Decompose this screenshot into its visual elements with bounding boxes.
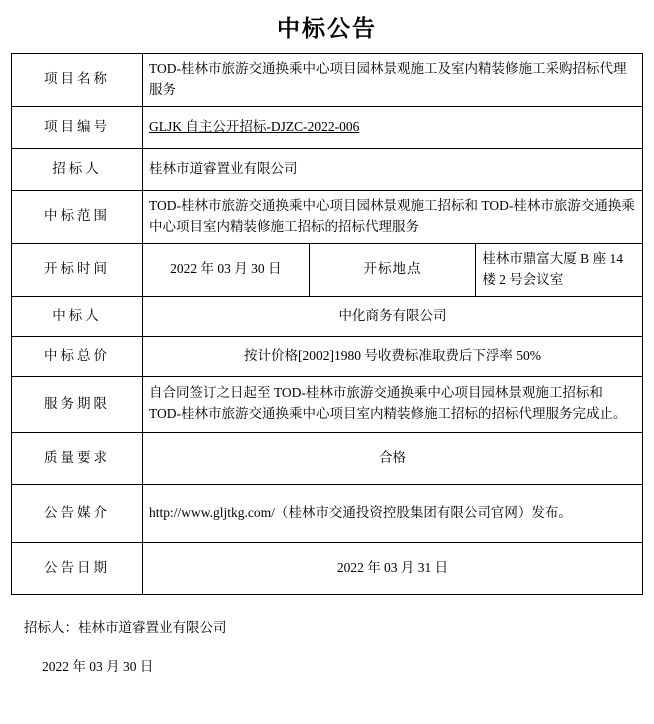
- project-number-text: GLJK 自主公开招标-DJZC-2022-006: [149, 118, 360, 134]
- row-value-bid-open-place: 桂林市鼎富大厦 B 座 14 楼 2 号会议室: [476, 243, 643, 296]
- announcement-table: [11, 53, 643, 595]
- table-row: [12, 148, 643, 190]
- footer-signer: 招标人：桂林市道睿置业有限公司: [24, 619, 227, 635]
- row-value-scope: TOD-桂林市旅游交通换乘中心项目园林景观施工招标和 TOD-桂林市旅游交通换乘中心项目室内精装修施工招标的招标代理服务: [143, 190, 643, 243]
- table-row: [12, 190, 643, 243]
- row-label-media: 公告媒介: [12, 484, 143, 542]
- row-value-project-name: TOD-桂林市旅游交通换乘中心项目园林景观施工及室内精装修施工采购招标代理服务: [143, 54, 643, 107]
- row-label-bid-open-time: 开标时间: [12, 243, 143, 296]
- row-label-total-price: 中标总价: [12, 336, 143, 376]
- footer-date: 2022 年 03 月 30 日: [42, 659, 154, 675]
- row-label-bid-open-place: 开标地点: [309, 243, 476, 296]
- row-label-project-name: 项目名称: [12, 54, 143, 107]
- table-row: [12, 336, 643, 376]
- row-label-service-period: 服务期限: [12, 376, 143, 432]
- row-label-announce-date: 公告日期: [12, 542, 143, 594]
- row-value-announce-date: 2022 年 03 月 31 日: [143, 542, 643, 594]
- page-title: 中标公告: [277, 16, 377, 41]
- row-label-scope: 中标范围: [12, 190, 143, 243]
- row-value-media: http://www.gljtkg.com/（桂林市交通投资控股集团有限公司官网）发布。: [143, 484, 643, 542]
- row-value-total-price: 按计价格[2002]1980 号收费标准取费后下浮率 50%: [143, 336, 643, 376]
- row-value-bid-open-time: 2022 年 03 月 30 日: [143, 243, 310, 296]
- row-value-winner: 中化商务有限公司: [143, 296, 643, 336]
- row-value-service-period: 自合同签订之日起至 TOD-桂林市旅游交通换乘中心项目园林景观施工招标和 TOD-桂林市旅游交通换乘中心项目室内精装修施工招标的招标代理服务完成止。: [143, 376, 643, 432]
- table-row: [12, 432, 643, 484]
- row-value-quality: 合格: [143, 432, 643, 484]
- row-value-project-number: [143, 106, 643, 148]
- table-row: [12, 54, 643, 107]
- table-row: [12, 376, 643, 432]
- row-label-quality: 质量要求: [12, 432, 143, 484]
- row-label-tenderee: 招标人: [12, 148, 143, 190]
- row-label-project-number: 项目编号: [12, 106, 143, 148]
- row-value-tenderee: 桂林市道睿置业有限公司: [143, 148, 643, 190]
- table-row: [12, 542, 643, 594]
- table-row: [12, 243, 643, 296]
- document-footer: [0, 613, 654, 682]
- table-row: [12, 106, 643, 148]
- table-row: [12, 484, 643, 542]
- table-row: [12, 296, 643, 336]
- row-label-winner: 中标人: [12, 296, 143, 336]
